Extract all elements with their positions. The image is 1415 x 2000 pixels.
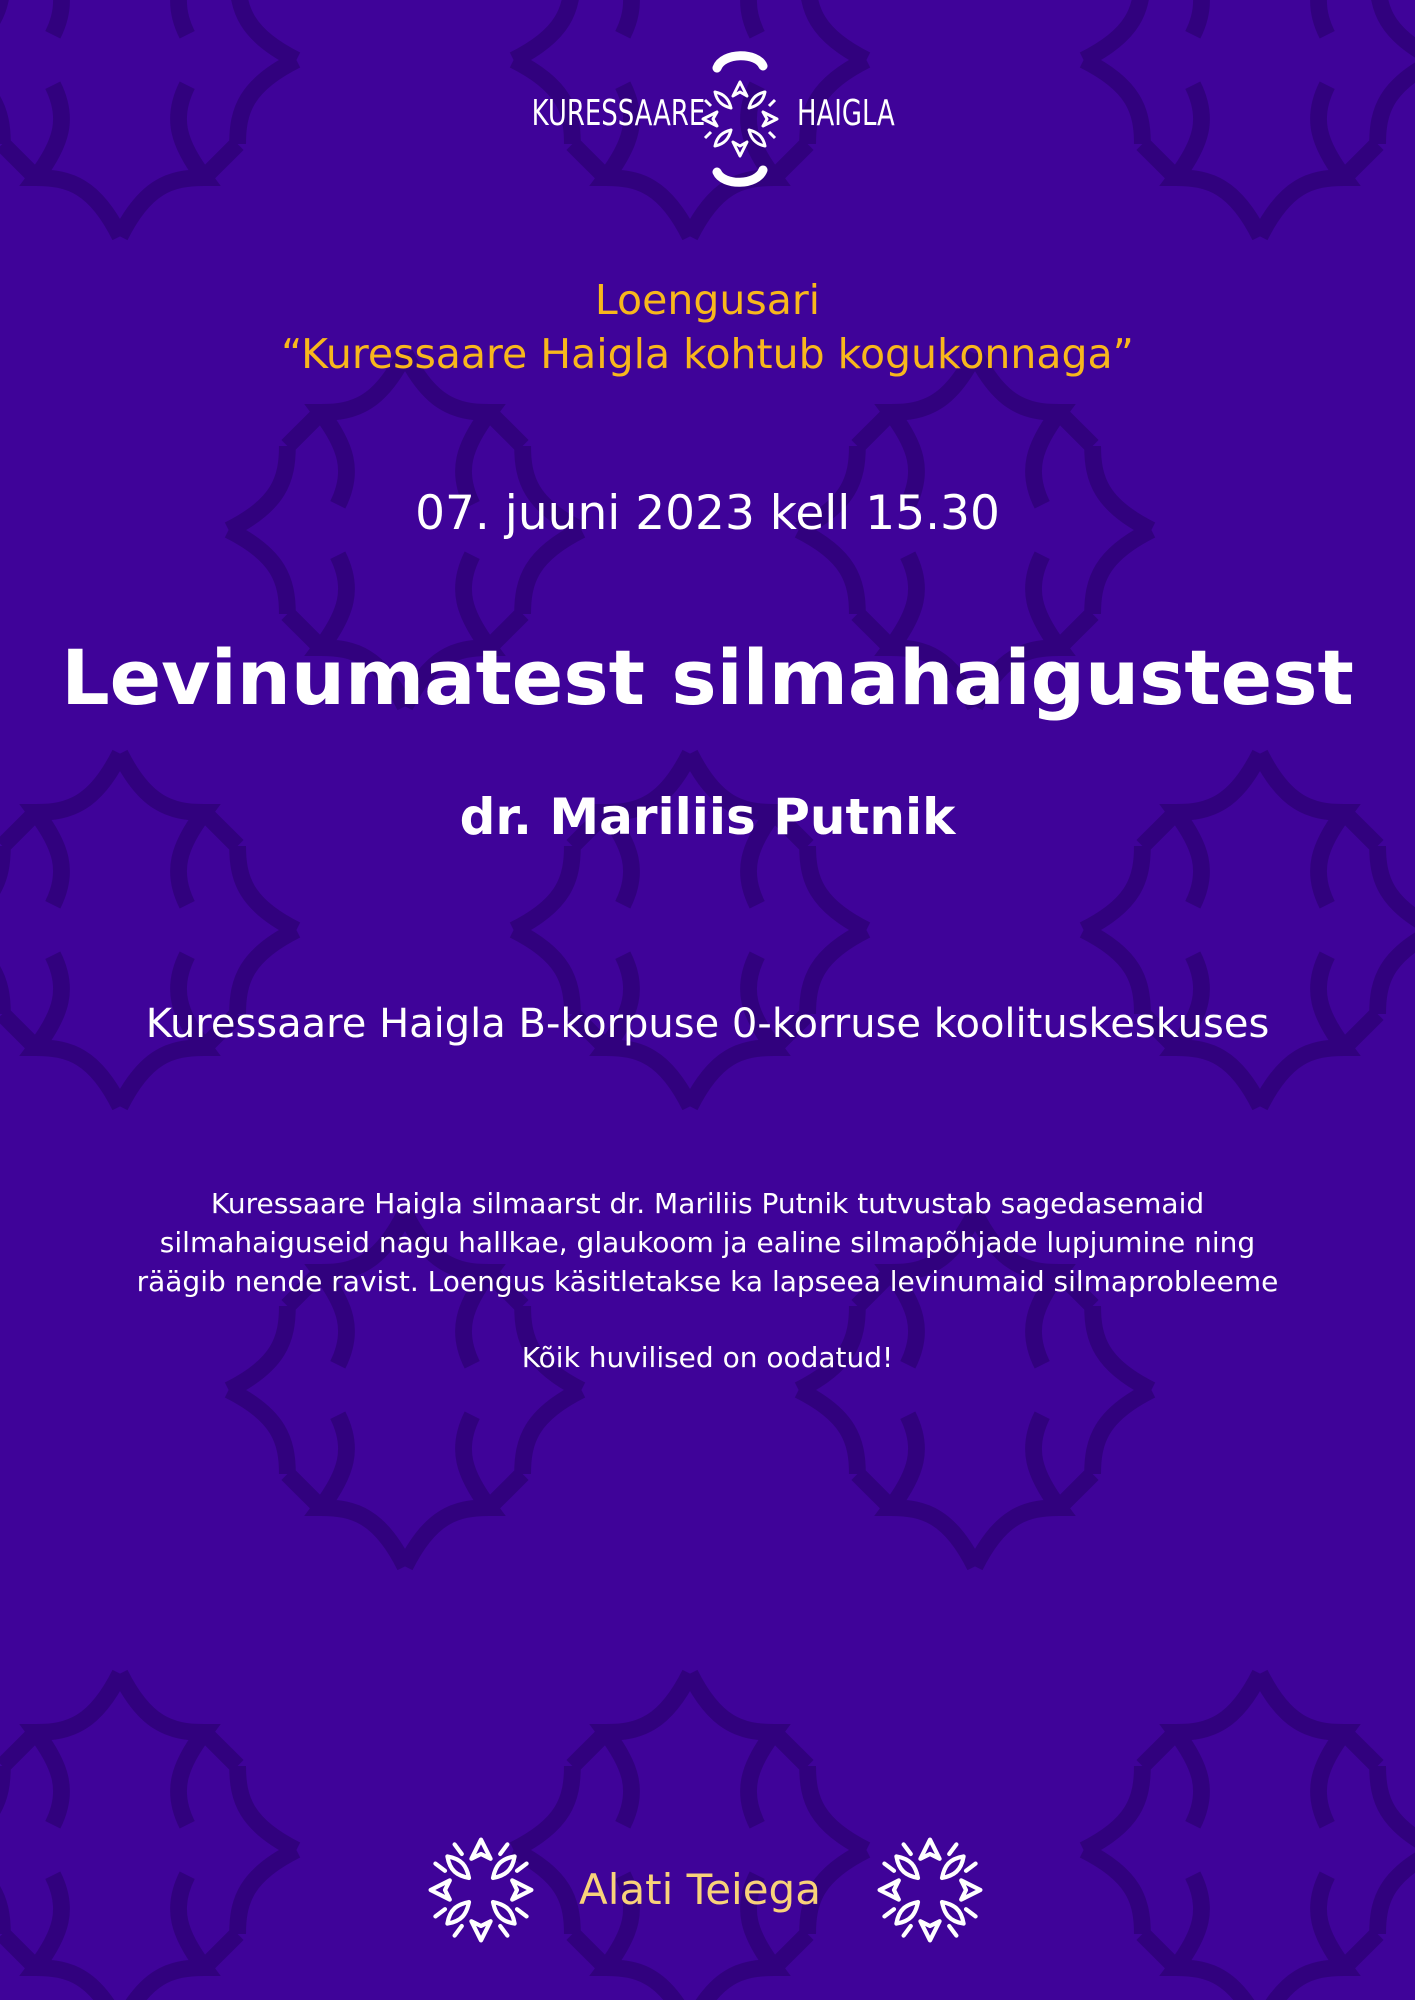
event-datetime: 07. juuni 2023 kell 15.30 (415, 486, 1000, 541)
description-line: räägib nende ravist. Loengus käsitletakse ka lapseea levinumaid silmaprobleeme (136, 1265, 1279, 1298)
background-ornament-icon (0, 720, 330, 1140)
background-ornament-icon (0, 1640, 330, 2000)
welcome-text: Kõik huvilised on oodatud! (521, 1341, 894, 1374)
ornament-star-icon (421, 1830, 541, 1950)
ornament-star-icon (675, 44, 805, 194)
background-ornament-icon (480, 720, 900, 1140)
description-line: Kuressaare Haigla silmaarst dr. Mariliis Putnik tutvustab sagedasemaid (210, 1187, 1205, 1220)
event-location: Kuressaare Haigla B-korpuse 0-korruse koolituskeskuses (145, 1001, 1270, 1047)
event-description (80, 1184, 1335, 1301)
speaker-name: dr. Mariliis Putnik (459, 788, 956, 846)
logo-name-right: HAIGLA (797, 93, 895, 134)
series-title: “Kuressaare Haigla kohtub kogukonnaga” (281, 330, 1134, 378)
lecture-title: Levinumatest silmahaigustest (61, 633, 1354, 722)
footer-slogan: Alati Teiega (579, 1865, 821, 1914)
hospital-logo (0, 44, 1415, 194)
background-ornament-icon (1050, 720, 1415, 1140)
logo-name-left: KURESSAARE (531, 93, 706, 134)
background-ornament-icon (1050, 1640, 1415, 2000)
ornament-star-icon (870, 1830, 990, 1950)
description-line: silmahaiguseid nagu hallkae, glaukoom ja ealine silmapõhjade lupjumine ning (159, 1226, 1256, 1259)
series-label: Loengusari (594, 276, 821, 324)
background-ornament-icon (480, 1640, 900, 2000)
